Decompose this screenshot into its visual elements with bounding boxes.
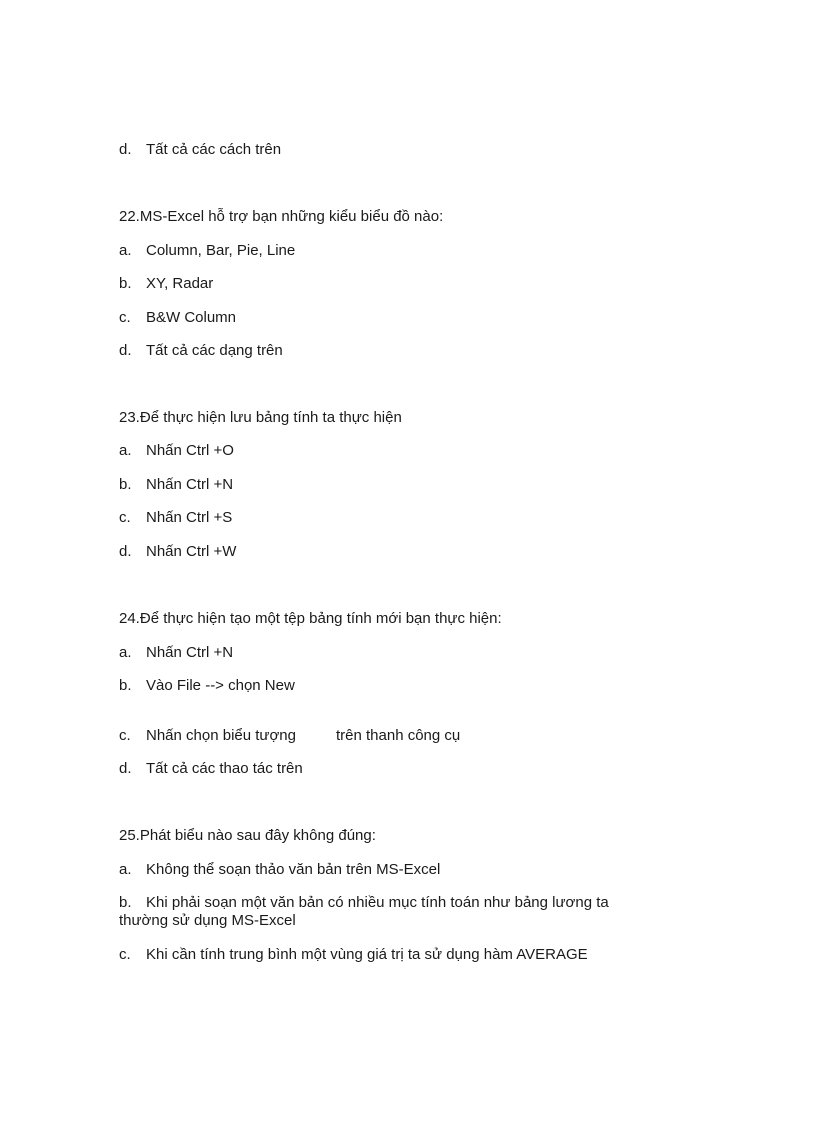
option-letter: b. — [119, 476, 132, 493]
q22-option-c — [119, 309, 236, 327]
option-letter: c. — [119, 727, 131, 744]
q22-option-d — [119, 342, 283, 360]
option-text: Tất cả các cách trên — [146, 141, 282, 158]
option-letter: a. — [119, 644, 132, 661]
q23-option-c — [119, 509, 232, 527]
option-text: Nhấn Ctrl +N — [146, 644, 234, 661]
option-letter: c. — [119, 946, 131, 963]
option-text: Nhấn Ctrl +N — [146, 476, 234, 493]
option-text: Nhấn Ctrl +S — [146, 509, 233, 526]
option-letter: a. — [119, 242, 132, 259]
question-number: 22. — [119, 208, 140, 225]
q24-option-a — [119, 644, 233, 662]
option-text: Tất cả các thao tác trên — [146, 760, 303, 777]
option-letter: d. — [119, 543, 132, 560]
option-letter: c. — [119, 509, 131, 526]
option-letter: b. — [119, 677, 132, 694]
q23-option-a — [119, 442, 234, 460]
q23-option-b — [119, 476, 233, 494]
option-letter: d. — [119, 342, 132, 359]
question-number: 25. — [119, 827, 140, 844]
q24-question — [119, 610, 502, 628]
option-text: Khi cần tính trung bình một vùng giá trị ta sử dụng hàm AVERAGE — [146, 946, 588, 963]
q24-option-d — [119, 760, 303, 778]
option-letter: b. — [119, 894, 132, 911]
option-text: Khi phải soạn một văn bản có nhiều mục tính toán như bảng lương ta thường sử dụng MS-Excel — [119, 894, 609, 929]
question-text: MS-Excel hỗ trợ bạn những kiểu biểu đồ nào: — [139, 208, 444, 225]
question-text: Để thực hiện lưu bảng tính ta thực hiện — [139, 409, 402, 426]
option-text: XY, Radar — [146, 275, 214, 292]
q24-option-c — [119, 727, 460, 745]
option-text: Vào File --> chọn New — [146, 677, 295, 694]
q23-option-d — [119, 543, 236, 561]
q22-question — [119, 208, 443, 226]
option-text: Nhấn chọn biểu tượng — [146, 727, 296, 744]
option-letter: a. — [119, 861, 132, 878]
q25-option-c — [119, 946, 588, 964]
q23-question — [119, 409, 402, 427]
option-text: Column, Bar, Pie, Line — [146, 242, 296, 259]
option-letter: c. — [119, 309, 131, 326]
option-text: Nhấn Ctrl +O — [146, 442, 234, 459]
q25-option-a — [119, 861, 440, 879]
option-text: Nhấn Ctrl +W — [146, 543, 237, 560]
option-text: B&W Column — [146, 309, 237, 326]
q25-option-b — [119, 894, 659, 930]
option-letter: d. — [119, 760, 132, 777]
q22-option-b — [119, 275, 213, 293]
q25-question — [119, 827, 376, 845]
question-text: Phát biểu nào sau đây không đúng: — [139, 827, 376, 844]
q24-option-b — [119, 677, 295, 695]
option-letter: a. — [119, 442, 132, 459]
q22-option-a — [119, 242, 295, 260]
question-number: 24. — [119, 610, 140, 627]
question-number: 23. — [119, 409, 140, 426]
option-text: Tất cả các dạng trên — [146, 342, 283, 359]
option-text-continued: trên thanh công cụ — [335, 727, 461, 744]
option-letter: b. — [119, 275, 132, 292]
question-text: Để thực hiện tạo một tệp bảng tính mới bạn thực hiện: — [139, 610, 502, 627]
q21-option-d — [119, 141, 281, 159]
option-text: Không thể soạn thảo văn bản trên MS-Excel — [146, 861, 441, 878]
option-letter: d. — [119, 141, 132, 158]
